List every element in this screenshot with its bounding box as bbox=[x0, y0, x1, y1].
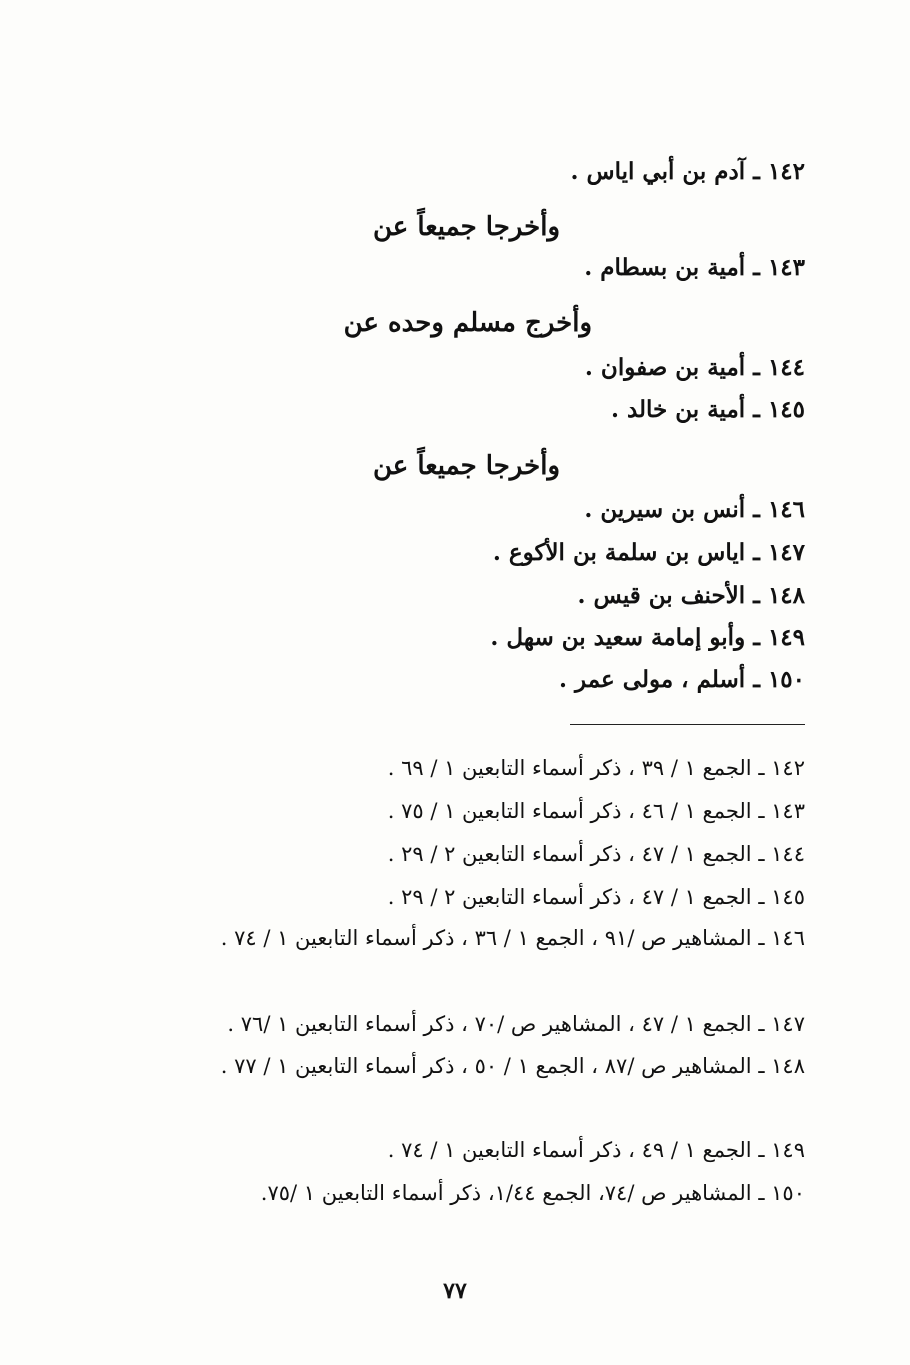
entry-145: ١٤٥ ـ أمية بن خالد . bbox=[610, 396, 805, 423]
footnote-142: ١٤٢ ـ الجمع ١ / ٣٩ ، ذكر أسماء التابعين ١ / ٦٩ . bbox=[387, 756, 805, 780]
footnote-149: ١٤٩ ـ الجمع ١ / ٤٩ ، ذكر أسماء التابعين ١ / ٧٤ . bbox=[387, 1138, 805, 1162]
footnote-146: ١٤٦ ـ المشاهير ص /٩١ ، الجمع ١ / ٣٦ ، ذكر أسماء التابعين ١ / ٧٤ . bbox=[220, 926, 805, 950]
entry-148: ١٤٨ ـ الأحنف بن قيس . bbox=[577, 582, 805, 609]
entry-147: ١٤٧ ـ اياس بن سلمة بن الأكوع . bbox=[492, 539, 805, 566]
section-heading-3: وأخرجا جميعاً عن bbox=[372, 451, 560, 481]
footnote-144: ١٤٤ ـ الجمع ١ / ٤٧ ، ذكر أسماء التابعين ٢ / ٢٩ . bbox=[387, 842, 805, 866]
footnote-143: ١٤٣ ـ الجمع ١ / ٤٦ ، ذكر أسماء التابعين ١ / ٧٥ . bbox=[387, 799, 805, 823]
section-heading-2: وأخرج مسلم وحده عن bbox=[343, 308, 592, 338]
entry-142: ١٤٢ ـ آدم بن أبي اياس . bbox=[570, 158, 805, 185]
footnote-147: ١٤٧ ـ الجمع ١ / ٤٧ ، المشاهير ص /٧٠ ، ذكر أسماء التابعين ١ /٧٦ . bbox=[227, 1012, 805, 1036]
footnote-150: ١٥٠ ـ المشاهير ص /٧٤، الجمع ١/٤٤، ذكر أسماء التابعين ١ /٧٥. bbox=[260, 1181, 805, 1205]
page-number: ٧٧ bbox=[443, 1278, 467, 1304]
entry-143: ١٤٣ ـ أمية بن بسطام . bbox=[584, 254, 805, 281]
footnote-148: ١٤٨ ـ المشاهير ص /٨٧ ، الجمع ١ / ٥٠ ، ذكر أسماء التابعين ١ / ٧٧ . bbox=[220, 1054, 805, 1078]
footnote-145: ١٤٥ ـ الجمع ١ / ٤٧ ، ذكر أسماء التابعين ٢ / ٢٩ . bbox=[387, 885, 805, 909]
entry-144: ١٤٤ ـ أمية بن صفوان . bbox=[584, 354, 805, 381]
entry-150: ١٥٠ ـ أسلم ، مولى عمر . bbox=[559, 666, 805, 693]
footnote-divider bbox=[570, 724, 805, 725]
entry-149: ١٤٩ ـ وأبو إمامة سعيد بن سهل . bbox=[490, 624, 805, 651]
section-heading-1: وأخرجا جميعاً عن bbox=[372, 212, 560, 242]
entry-146: ١٤٦ ـ أنس بن سيرين . bbox=[584, 496, 805, 523]
